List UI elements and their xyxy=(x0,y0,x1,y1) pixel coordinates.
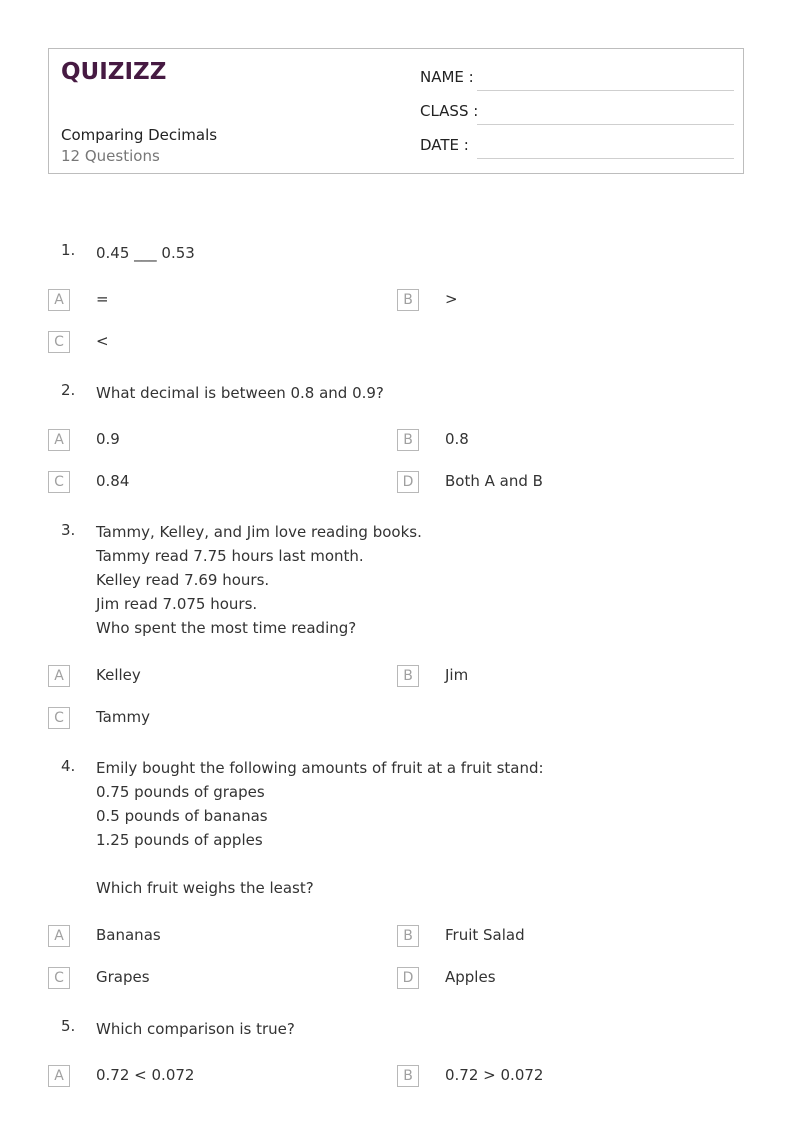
name-line xyxy=(477,90,734,91)
question-line: Tammy, Kelley, and Jim love reading books. xyxy=(96,523,422,541)
date-line xyxy=(477,158,734,159)
question-line: Kelley read 7.69 hours. xyxy=(96,571,270,589)
option-letter: A xyxy=(48,429,70,451)
question-text xyxy=(96,1017,295,1041)
question-count: 12 Questions xyxy=(61,147,160,165)
option-text: Kelley xyxy=(96,666,141,684)
question-text xyxy=(96,756,544,900)
question-number: 4. xyxy=(61,757,76,775)
option-text: < xyxy=(96,332,109,350)
question-line: 0.45 ___ 0.53 xyxy=(96,244,195,262)
option-letter: B xyxy=(397,1065,419,1087)
question-line: 0.5 pounds of bananas xyxy=(96,807,268,825)
question-line: Who spent the most time reading? xyxy=(96,619,357,637)
question-line: 0.75 pounds of grapes xyxy=(96,783,265,801)
option-text: 0.84 xyxy=(96,472,130,490)
option-letter: A xyxy=(48,925,70,947)
option-text: Bananas xyxy=(96,926,161,944)
option-text: 0.72 > 0.072 xyxy=(445,1066,544,1084)
question-line: Emily bought the following amounts of fruit at a fruit stand: xyxy=(96,759,544,777)
worksheet-header xyxy=(48,48,744,174)
option-letter: C xyxy=(48,471,70,493)
option-letter: A xyxy=(48,665,70,687)
question-number: 5. xyxy=(61,1017,76,1035)
question-line xyxy=(96,852,544,876)
option-text: Tammy xyxy=(96,708,150,726)
question-text xyxy=(96,241,195,265)
name-label: NAME : xyxy=(420,68,474,86)
class-label: CLASS : xyxy=(420,102,479,120)
option-letter: B xyxy=(397,665,419,687)
date-field[interactable] xyxy=(420,136,734,160)
option-letter: A xyxy=(48,1065,70,1087)
date-label: DATE : xyxy=(420,136,469,154)
question-number: 1. xyxy=(61,241,76,259)
question-text xyxy=(96,381,384,405)
question-line: Tammy read 7.75 hours last month. xyxy=(96,547,364,565)
question-line: Jim read 7.075 hours. xyxy=(96,595,258,613)
option-letter: C xyxy=(48,707,70,729)
question-line: Which fruit weighs the least? xyxy=(96,879,314,897)
option-letter: C xyxy=(48,331,70,353)
question-number: 2. xyxy=(61,381,76,399)
question-line: What decimal is between 0.8 and 0.9? xyxy=(96,384,384,402)
name-field[interactable] xyxy=(420,68,734,92)
question-line: Which comparison is true? xyxy=(96,1020,295,1038)
option-text: Fruit Salad xyxy=(445,926,525,944)
option-text: = xyxy=(96,290,109,308)
option-text: 0.8 xyxy=(445,430,469,448)
option-text: 0.9 xyxy=(96,430,120,448)
option-letter: A xyxy=(48,289,70,311)
class-field[interactable] xyxy=(420,102,734,126)
question-line: 1.25 pounds of apples xyxy=(96,831,263,849)
question-text xyxy=(96,520,422,640)
option-text: > xyxy=(445,290,458,308)
option-letter: D xyxy=(397,471,419,493)
option-text: Jim xyxy=(445,666,469,684)
option-letter: B xyxy=(397,925,419,947)
option-letter: C xyxy=(48,967,70,989)
class-line xyxy=(477,124,734,125)
option-text: Both A and B xyxy=(445,472,543,490)
question-number: 3. xyxy=(61,521,76,539)
option-text: Grapes xyxy=(96,968,150,986)
option-text: 0.72 < 0.072 xyxy=(96,1066,195,1084)
option-text: Apples xyxy=(445,968,496,986)
option-letter: B xyxy=(397,289,419,311)
option-letter: B xyxy=(397,429,419,451)
worksheet-title: Comparing Decimals xyxy=(61,126,218,144)
quizizz-logo: QUIZIZZ xyxy=(61,59,167,85)
option-letter: D xyxy=(397,967,419,989)
